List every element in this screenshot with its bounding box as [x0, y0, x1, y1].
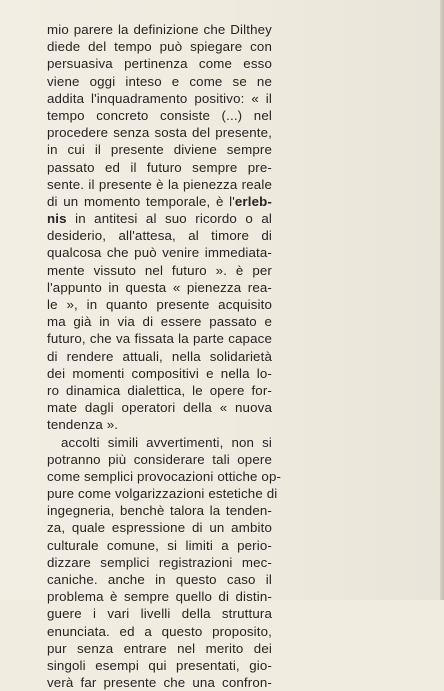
text-line: passato ed il futuro sempre pre-: [47, 159, 272, 175]
text-line: ingegneria, benchè talora la tenden-: [47, 503, 272, 519]
text-line: qualcosa che può venire immediata-: [47, 245, 272, 261]
text-line: dizzare semplici registrazioni mec-: [47, 554, 272, 570]
text-line: l'appunto in questa « pienezza rea-: [47, 279, 272, 295]
text-line: persuasiva pertinenza come esso: [47, 56, 272, 72]
text-line: dei momenti compositivi e nella lo-: [47, 365, 272, 381]
text-line: le », in quanto presente acquisito: [47, 297, 272, 312]
text-line: problema è sempre quello di distin-: [47, 589, 272, 605]
text-line: ro dinamica dialettica, le opere for-: [47, 382, 272, 398]
text-segment: in antitesi al suo ricordo o al: [75, 211, 272, 227]
text-line: potranno più considerare tali opere: [47, 451, 272, 467]
text-line: verà far presente che una confron-: [47, 675, 272, 691]
text-line: za, quale espressione di un ambito: [47, 520, 272, 536]
text-line: enunciata. ed a questo proposito,: [47, 623, 272, 639]
text-line-with-emphasis: [47, 210, 272, 227]
text-line: di rendere attuali, nella solidarietà: [47, 348, 272, 364]
text-line: singoli esempi qui presentati, gio-: [47, 657, 272, 673]
text-line: desiderio, all'attesa, al timore di: [47, 228, 272, 244]
body-text: [47, 21, 282, 691]
text-line: futuro, che va fissata la parte capace: [47, 331, 272, 347]
text-line: diede del tempo può spiegare con: [47, 39, 272, 55]
text-line: come semplici provocazioni ottiche op-: [47, 468, 282, 484]
text-line: addita l'inquadramento positivo: « il: [47, 90, 272, 106]
text-line: viene oggi inteso e come se ne: [47, 73, 272, 89]
text-line: guere i vari livelli della struttura: [47, 606, 272, 622]
emphasized-term-end: nis: [47, 211, 67, 227]
page-edge: [440, 0, 444, 600]
text-line: mio parere la definizione che Dilthey: [47, 22, 272, 37]
text-line: tempo concreto consiste (...) nel: [47, 107, 272, 123]
text-line: pur senza entrare nel merito dei: [47, 640, 272, 656]
text-line: sente. il presente è la pienezza reale: [47, 176, 272, 192]
text-line: accolti simili avvertimenti, non si: [61, 434, 272, 450]
text-line: caniche. anche in questo caso il: [47, 572, 272, 587]
text-line: procedere senza sosta del presente,: [47, 125, 272, 141]
text-line: culturale comune, si limiti a perio-: [47, 537, 272, 553]
text-line: pure come volgarizzazioni estetiche di: [47, 486, 278, 502]
text-line-with-emphasis: [47, 193, 272, 210]
text-line: mente vissuto nel futuro ». è per: [47, 262, 272, 278]
text-line: in cui il presente diviene sempre: [47, 142, 272, 158]
emphasized-term: erleb-: [234, 193, 272, 209]
text-line: ma già in via di essere passato e: [47, 314, 272, 330]
text-line: tendenza ».: [47, 417, 119, 433]
text-line: mate dagli operatori della « nuova: [47, 400, 272, 416]
text-segment: di un momento temporale, è l': [47, 193, 235, 209]
